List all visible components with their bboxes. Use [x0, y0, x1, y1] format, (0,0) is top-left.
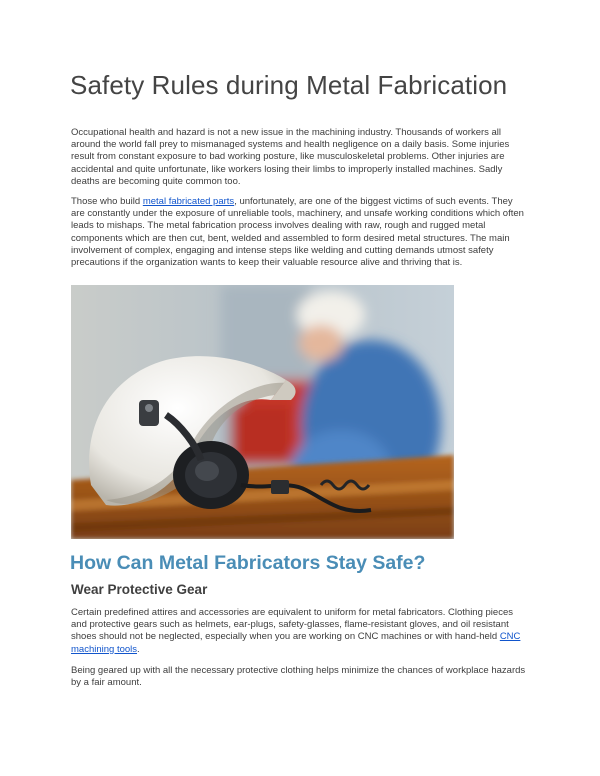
paragraph-text-end: , unfortunately, are one of the biggest victims of such events. They are constantly under the exposure of unreliable tools, machinery, and unsafe working conditions which often leads to mishaps. The metal fabrication process involves dealing with raw, rough and rugged metal components which are then cut, bent, welded and assembled to form desired metal structures. The main involvement of complex, engaging and intense steps like welding and cutting demands utmost safety precautions if the organization wants to keep their valuable resource alive and thriving that is.: [71, 196, 524, 269]
paragraph-text-start: Those who build: [71, 196, 143, 207]
metal-parts-paragraph: [71, 196, 529, 269]
section-heading: How Can Metal Fabricators Stay Safe?: [70, 552, 426, 574]
geared-up-paragraph: Being geared up with all the necessary protective clothing helps minimize the chances of workplace hazards by a fair amount.: [71, 665, 526, 689]
cnc-machining-tools-link[interactable]: CNC machining tools: [71, 631, 521, 655]
paragraph-text-end: .: [137, 643, 140, 655]
paragraph-text-start: Certain predefined attires and accessories are equivalent to uniform for metal fabricators. Clothing pieces and protective gears such as helmets, ear-plugs, safety-glasses, flame-resistant gloves, and oil resistant shoes should not be neglected, especially when you are working on CNC machines or with hand-held: [71, 607, 513, 643]
page-title: Safety Rules during Metal Fabrication: [70, 70, 508, 100]
subsection-heading: Wear Protective Gear: [71, 582, 208, 597]
intro-paragraph: Occupational health and hazard is not a new issue in the machining industry. Thousands of workers all around the world fall prey to mismanaged systems and health negligence on a daily basis. Some injuries result from constant exposure to bad working posture, like musculoskeletal problems. Other injuries are accidental and quite unfortunate, like workers losing their limbs to improperly installed machines. Sadly deaths are becoming quite common too.: [71, 127, 510, 187]
metal-fabricated-parts-link[interactable]: metal fabricated parts: [142, 196, 235, 207]
hard-hat-with-ear-muffs-photo-icon: [71, 285, 454, 539]
protective-gear-paragraph: [71, 607, 529, 656]
hard-hat-photo: [71, 285, 454, 539]
